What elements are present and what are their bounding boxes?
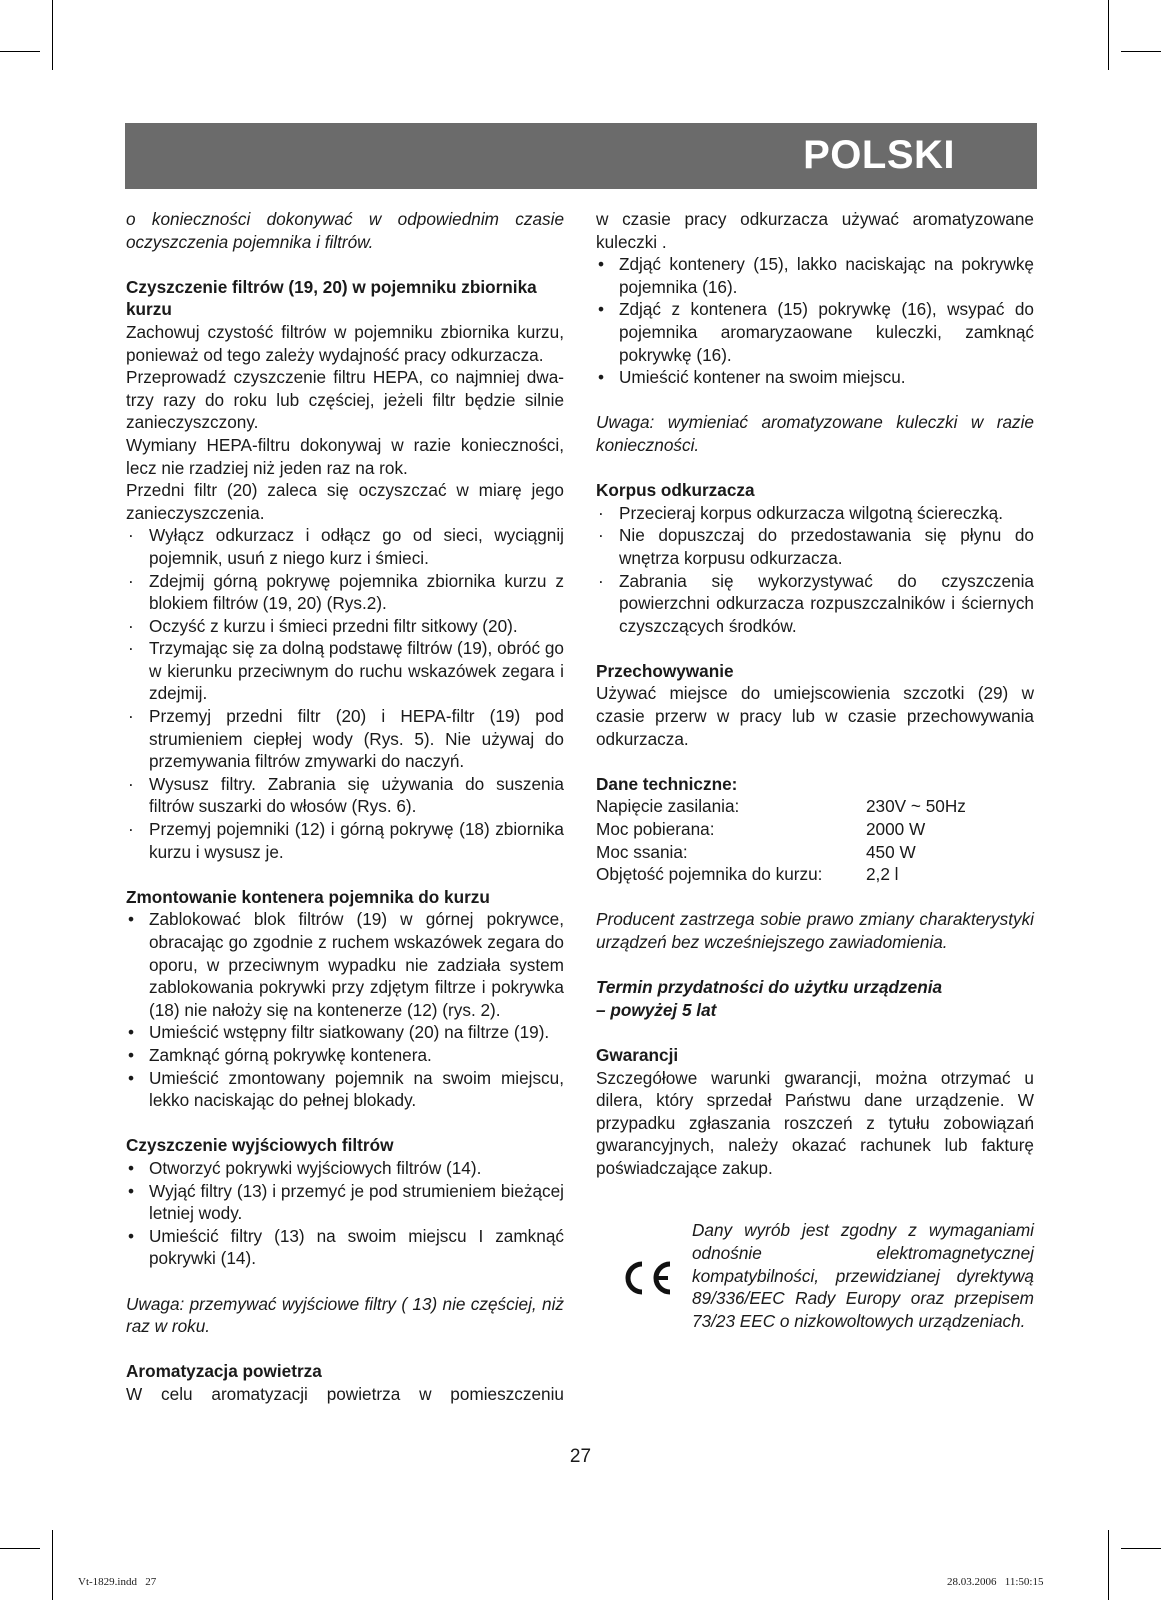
bullet-icon: • xyxy=(598,254,605,275)
bullet-icon: • xyxy=(128,1022,135,1043)
list-item-text: Zdjąć kontenery (15), lakko naciskając na pokrywkę pojemnika (16). xyxy=(619,254,1034,297)
section-title: Zmontowanie kontenera pojemnika do kurzu xyxy=(126,886,490,907)
list-item-text: Umieścić zmontowany pojemnik na swoim miejscu, lekko naciskając do pełnej blokady. xyxy=(149,1067,564,1111)
list-item xyxy=(126,1067,564,1112)
list-item-text: Zdejmij górną pokrywę pojemnika zbiornika kurzu z blokiem filtrów (19, 20) (Rys.2). xyxy=(149,570,564,614)
paragraph: W celu aromatyzacji powietrza w pomieszczeniu xyxy=(126,1383,564,1404)
list-item xyxy=(126,615,564,638)
list-item-text: Umieścić kontener na swoim miejscu. xyxy=(619,367,906,388)
ce-text: Dany wyrób jest zgodny z wymaganiami odnośnie elektromagnetycznej kompatybilności, przewidzianej dyrektywą 89/336/EEC Rady Europy oraz przepisem 73/23 EEC o nizkowoltowych urządzeniach. xyxy=(692,1220,1034,1331)
bullet-icon: · xyxy=(128,615,134,636)
section-title: Dane techniczne: xyxy=(596,773,738,794)
bullet-icon: · xyxy=(598,525,604,546)
crop-mark xyxy=(52,0,53,70)
list-item xyxy=(596,253,1034,298)
note-text: Producent zastrzega sobie prawo zmiany charakterystyki urządzeń bez wcześniejszego zawiadomienia. xyxy=(596,909,1034,952)
lifetime-title: Termin przydatności do użytku urządzenia xyxy=(596,977,943,998)
footer-timestamp: 28.03.2006 11:50:15 xyxy=(947,1576,1044,1588)
list-item-text: Zdjąć z kontenera (15) pokrywkę (16), wsypać do pojemnika aromaryzaowane kuleczki, zamknąć pokrywkę (16). xyxy=(619,299,1034,365)
list-item-text: Trzymając się za dolną podstawę filtrów (19), obróć go w kierunku przeciwnym do ruchu wskazówek zegara i zdejmij. xyxy=(149,638,564,704)
lifetime-value: – powyżej 5 lat xyxy=(596,999,717,1020)
list-item xyxy=(126,773,564,818)
bullet-icon: • xyxy=(128,1180,135,1201)
list-item-text: Umieścić filtry (13) na swoim miejscu I zamknąć pokrywki (14). xyxy=(149,1225,564,1269)
bullet-icon: · xyxy=(128,525,134,546)
bullet-icon: • xyxy=(128,1044,135,1065)
paragraph: Wymiany HEPA-filtru dokonywaj w razie konieczności, lecz nie rzadziej niż jeden raz na rok. xyxy=(126,434,564,478)
list-item xyxy=(596,298,1034,366)
list-item xyxy=(126,1044,564,1067)
list-item-text: Wyłącz odkurzacz i odłącz go od sieci, wyciągnij pojemnik, usuń z niego kurz i śmieci. xyxy=(149,525,564,568)
spec-value: 2000 W xyxy=(866,819,926,840)
spec-label: Moc ssania: xyxy=(596,841,688,862)
crop-mark xyxy=(1108,0,1109,70)
list-item xyxy=(126,908,564,1021)
list-item xyxy=(126,705,564,773)
footer-file: Vt-1829.indd 27 xyxy=(78,1576,157,1588)
section-title: Aromatyzacja powietrza xyxy=(126,1361,322,1382)
list-item-text: Otworzyć pokrywki wyjściowych filtrów (14). xyxy=(149,1157,482,1178)
list-item-text: Zamknąć górną pokrywkę kontenera. xyxy=(149,1044,432,1065)
ce-mark-icon xyxy=(618,1258,678,1298)
section-title: Czyszczenie wyjściowych filtrów xyxy=(126,1135,394,1156)
crop-mark xyxy=(52,1530,53,1600)
intro-text: o konieczności dokonywać w odpowiednim czasie oczyszczenia pojemnika i filtrów. xyxy=(126,209,564,252)
list-item-text: Przecieraj korpus odkurzacza wilgotną ściereczką. xyxy=(619,502,1004,523)
crop-mark xyxy=(1121,1548,1161,1549)
section-title: Przechowywanie xyxy=(596,660,734,681)
list-item xyxy=(126,524,564,569)
list-item-text: Nie dopuszczaj do przedostawania się płynu do wnętrza korpusu odkurzacza. xyxy=(619,525,1034,568)
spec-row xyxy=(596,841,1034,864)
spec-row xyxy=(596,795,1034,818)
list-item xyxy=(596,502,1034,525)
paragraph: Szczegółowe warunki gwarancji, można otrzymać u dilera, który sprzedał Państwu dane urządzenie. W przypadku zgłaszania roszczeń z tytułu zobowiązań gwarancyjnych, należy okazać rachunek lub fakturę poświadczające zakup. xyxy=(596,1067,1034,1178)
list-item xyxy=(596,366,1034,389)
ce-declaration xyxy=(596,1202,1034,1362)
bullet-icon: · xyxy=(598,502,604,523)
list-item-text: Wysusz filtry. Zabrania się używania do suszenia filtrów suszarki do włosów (Rys. 6). xyxy=(149,773,564,817)
list-item-text: Umieścić wstępny filtr siatkowany (20) na filtrze (19). xyxy=(149,1022,550,1043)
bullet-icon: · xyxy=(128,819,134,840)
section-title: Korpus odkurzacza xyxy=(596,480,755,501)
bullet-icon: • xyxy=(128,1067,135,1088)
list-item-text: Zablokować blok filtrów (19) w górnej pokrywce, obracając go zgodnie z ruchem wskazówek zegara do oporu, w przeciwnym wypadku nie zadziała system zablokowania pokrywki przy zdjętym filtrze i pokrywka (18) nie nałoży się na kontenerze (12) (rys. 2). xyxy=(149,909,564,1020)
paragraph: Zachowuj czystość filtrów w pojemniku zbiornika kurzu, ponieważ od tego zależy wydajność pracy odkurzacza. xyxy=(126,321,564,365)
spec-value: 450 W xyxy=(866,841,916,862)
page-number: 27 xyxy=(569,1446,592,1467)
list-item xyxy=(596,524,1034,569)
crop-mark xyxy=(0,51,40,52)
note-text: Uwaga: wymieniać aromatyzowane kuleczki w razie konieczności. xyxy=(596,412,1034,455)
crop-mark xyxy=(0,1548,40,1549)
bullet-icon: · xyxy=(128,706,134,727)
bullet-icon: · xyxy=(128,638,134,659)
list-item-text: Oczyść z kurzu i śmieci przedni filtr sitkowy (20). xyxy=(149,615,518,636)
spec-row xyxy=(596,818,1034,841)
list-item xyxy=(126,818,564,863)
spec-label: Objętość pojemnika do kurzu: xyxy=(596,864,823,885)
spec-row xyxy=(596,863,1034,886)
bullet-icon: • xyxy=(598,367,605,388)
bullet-icon: · xyxy=(598,570,604,591)
list-item xyxy=(126,1180,564,1225)
spec-label: Napięcie zasilania: xyxy=(596,796,740,817)
list-item xyxy=(126,570,564,615)
language-banner xyxy=(125,123,1037,189)
list-item xyxy=(126,1021,564,1044)
list-item-text: Zabrania się wykorzystywać do czyszczenia powierzchni odkurzacza rozpuszczalników i ściernych czyszczących środków. xyxy=(619,570,1034,636)
crop-mark xyxy=(1108,1530,1109,1600)
list-item-text: Przemyj pojemniki (12) i górną pokrywę (18) zbiornika kurzu i wysusz je. xyxy=(149,819,564,862)
paragraph: Przedni filtr (20) zaleca się oczyszczać w miarę jego zanieczyszczenia. xyxy=(126,480,564,523)
spec-value: 230V ~ 50Hz xyxy=(866,796,966,817)
section-title: Gwarancji xyxy=(596,1044,679,1065)
spec-label: Moc pobierana: xyxy=(596,819,715,840)
bullet-icon: · xyxy=(128,773,134,794)
paragraph: Przeprowadź czyszczenie filtru HEPA, co najmniej dwa-trzy razy do roku lub częściej, jeżeli filtr będzie silnie zanieczyszczony. xyxy=(126,367,564,433)
bullet-icon: • xyxy=(128,1157,135,1178)
banner-title: POLSKI xyxy=(803,133,955,177)
list-item-text: Wyjąć filtry (13) i przemyć je pod strumieniem bieżącej letniej wody. xyxy=(149,1180,564,1224)
crop-mark xyxy=(1121,51,1161,52)
section-title: Czyszczenie filtrów (19, 20) w pojemniku zbiornika kurzu xyxy=(126,276,537,320)
list-item xyxy=(126,637,564,705)
bullet-icon: • xyxy=(598,299,605,320)
paragraph: Używać miejsce do umiejscowienia szczotki (29) w czasie przerw w pracy lub w czasie przechowywania odkurzacza. xyxy=(596,683,1034,749)
paragraph: w czasie pracy odkurzacza używać aromatyzowane kuleczki . xyxy=(596,209,1034,252)
list-item-text: Przemyj przedni filtr (20) i HEPA-filtr (19) pod strumieniem ciepłej wody (Rys. 5). Nie używaj do przemywania filtrów zmywarki do naczyń. xyxy=(149,706,564,772)
list-item xyxy=(596,570,1034,638)
spec-value: 2,2 l xyxy=(866,864,899,885)
bullet-icon: • xyxy=(128,1225,135,1246)
bullet-icon: · xyxy=(128,570,134,591)
bullet-icon: • xyxy=(128,909,135,930)
list-item xyxy=(126,1225,564,1270)
right-column xyxy=(596,208,1034,1362)
note-text: Uwaga: przemywać wyjściowe filtry ( 13) nie częściej, niż raz w roku. xyxy=(126,1293,564,1337)
left-column xyxy=(126,208,564,1405)
list-item xyxy=(126,1157,564,1180)
